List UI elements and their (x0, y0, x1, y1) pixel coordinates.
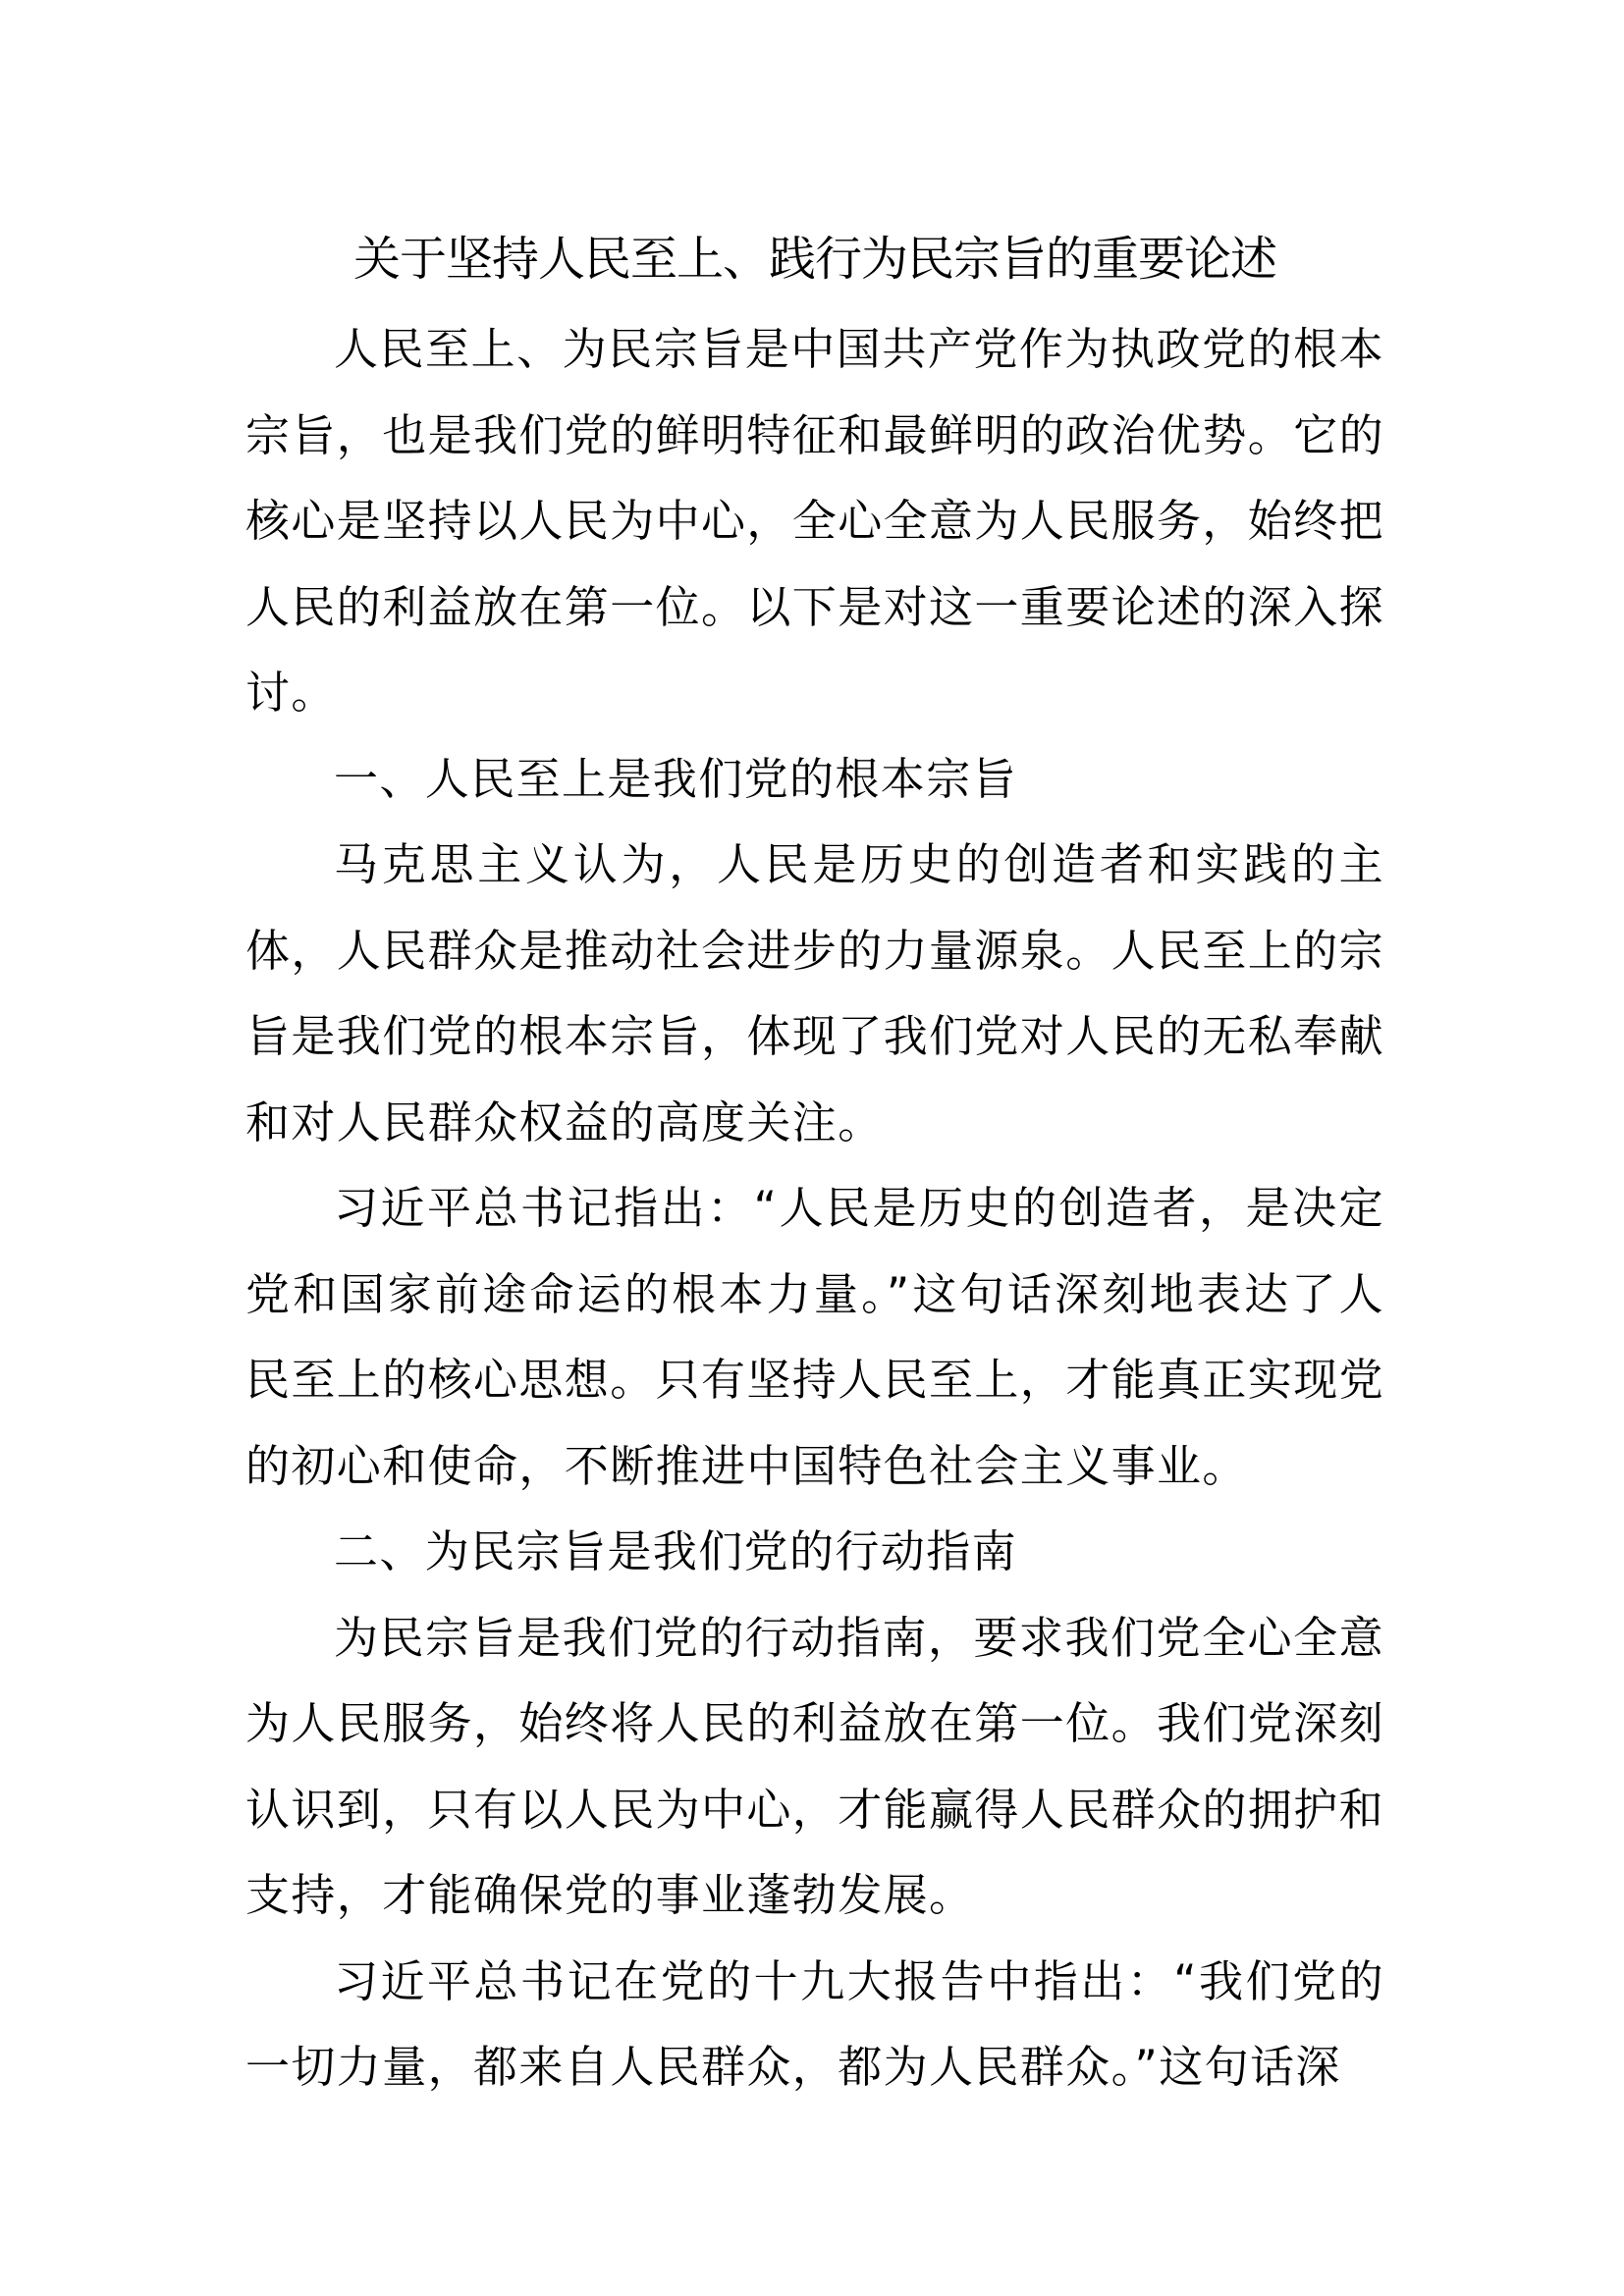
section-heading-2: 二、为民宗旨是我们党的行动指南 (334, 1525, 1018, 1577)
intro-paragraph: 人民至上、为民宗旨是中国共产党作为执政党的根本宗旨，也是我们党的鲜明特征和最鲜明的政治优势。它的核心是坚持以人民为中心，全心全意为人民服务，始终把人民的利益放在第一位。以下是对这一重要论述的深入探讨。 (245, 323, 1385, 719)
body-paragraph: 为民宗旨是我们党的行动指南，要求我们党全心全意为人民服务，始终将人民的利益放在第一位。我们党深刻认识到，只有以人民为中心，才能赢得人民群众的拥护和支持，才能确保党的事业蓬勃发展。 (245, 1611, 1385, 1921)
quote-paragraph: 习近平总书记在党的十九大报告中指出：“我们党的一切力量，都来自人民群众，都为人民群众。”这句话深 (245, 1954, 1384, 2093)
quote-paragraph: 习近平总书记指出：“人民是历史的创造者，是决定党和国家前途命运的根本力量。”这句话深刻地表达了人民至上的核心思想。只有坚持人民至上，才能真正实现党的初心和使命，不断推进中国特色社会主义事业。 (245, 1182, 1385, 1492)
body-paragraph: 马克思主义认为，人民是历史的创造者和实践的主体，人民群众是推动社会进步的力量源泉。人民至上的宗旨是我们党的根本宗旨，体现了我们党对人民的无私奉献和对人民群众权益的高度关注。 (245, 838, 1385, 1148)
section-heading-1: 一、人民至上是我们党的根本宗旨 (334, 752, 1018, 805)
document-title: 关于坚持人民至上、践行为民宗旨的重要论述 (352, 232, 1276, 287)
document-body (245, 306, 1384, 2110)
